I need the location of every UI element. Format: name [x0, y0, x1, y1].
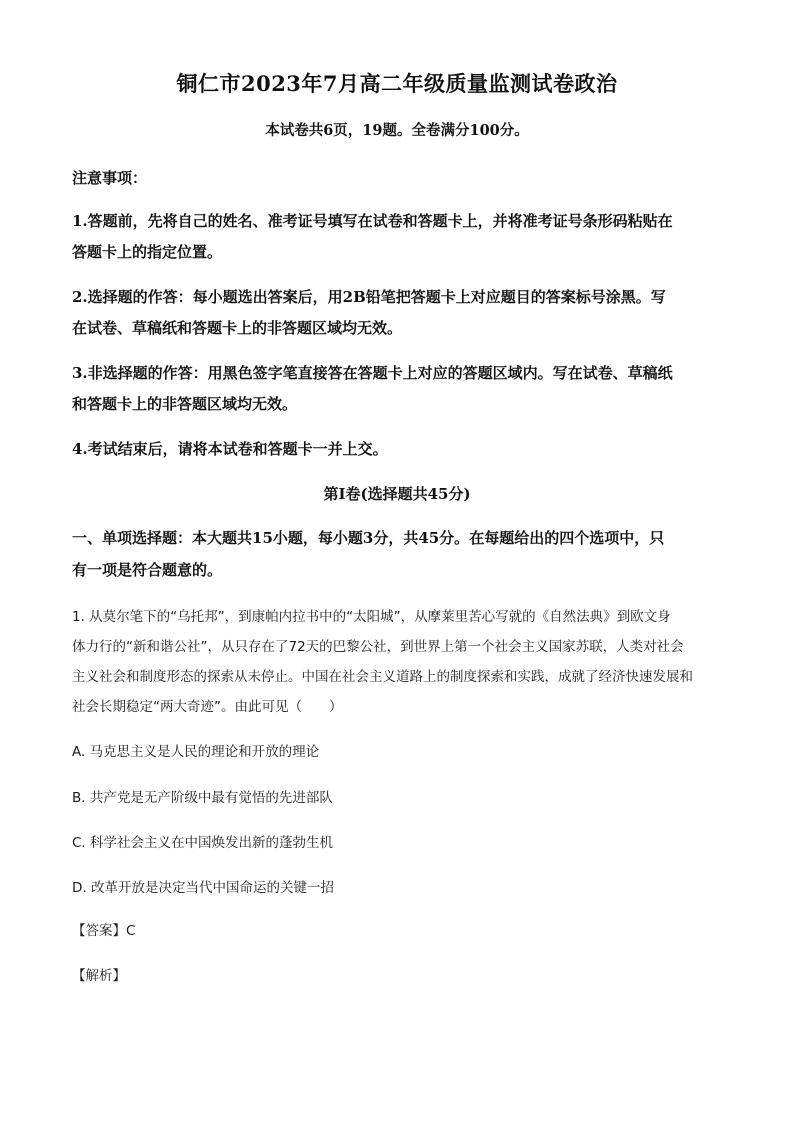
notice-item-1-line-1: 1.答题前，先将自己的姓名、准考证号填写在试卷和答题卡上，并将准考证号条形码粘贴在 [72, 212, 673, 230]
section-title: 第Ⅰ卷(选择题共45分) [323, 485, 471, 503]
part-one-line-1: 一、单项选择题：本大题共15小题，每小题3分，共45分。在每题给出的四个选项中，只 [72, 529, 665, 547]
notice-item-1-line-2: 答题卡上的指定位置。 [72, 243, 223, 261]
question-1-line-4: 社会长期稳定“两大奇迹”。由此可见（ ） [72, 699, 343, 715]
notice-item-3-line-1: 3.非选择题的作答：用黑色签字笔直接答在答题卡上对应的答题区域内。写在试卷、草稿纸 [72, 364, 673, 382]
option-a: A. 马克思主义是人民的理论和开放的理论 [72, 744, 320, 760]
option-c: C. 科学社会主义在中国焕发出新的蓬勃生机 [72, 835, 334, 851]
notice-item-4-line-1: 4.考试结束后，请将本试卷和答题卡一并上交。 [72, 440, 388, 458]
option-d: D. 改革开放是决定当代中国命运的关键一招 [72, 880, 334, 896]
answer-value: C [126, 923, 136, 939]
page-title: 铜仁市2023年7月高二年级质量监测试卷政治 [176, 71, 618, 96]
option-b: B. 共产党是无产阶级中最有觉悟的先进部队 [72, 790, 333, 806]
answer-label: 【答案】 [72, 923, 126, 939]
notice-item-2-line-2: 在试卷、草稿纸和答题卡上的非答题区域均无效。 [72, 319, 403, 337]
exam-subtitle: 本试卷共6页，19题。全卷满分100分。 [265, 122, 529, 139]
notice-item-3-line-2: 和答题卡上的非答题区域均无效。 [72, 395, 298, 413]
question-1-line-1: 1. 从莫尔笔下的“乌托邦”，到康帕内拉书中的“太阳城”，从摩莱里苦心写就的《自然法典》到欧文身 [72, 609, 671, 625]
part-one-line-2: 有一项是符合题意的。 [72, 561, 223, 579]
notice-heading: 注意事项： [72, 169, 148, 187]
question-1-line-3: 主义社会和制度形态的探索从未停止。中国在社会主义道路上的制度探索和实践，成就了经济快速发展和 [72, 669, 693, 685]
answer-row [72, 919, 135, 939]
question-1-line-2: 体力行的“新和谐公社”，从只存在了72天的巴黎公社，到世界上第一个社会主义国家苏联，人类对社会 [72, 639, 684, 655]
analysis-label: 【解析】 [72, 968, 126, 984]
notice-item-2-line-1: 2.选择题的作答：每小题选出答案后，用2B铅笔把答题卡上对应题目的答案标号涂黑。写 [72, 288, 666, 306]
